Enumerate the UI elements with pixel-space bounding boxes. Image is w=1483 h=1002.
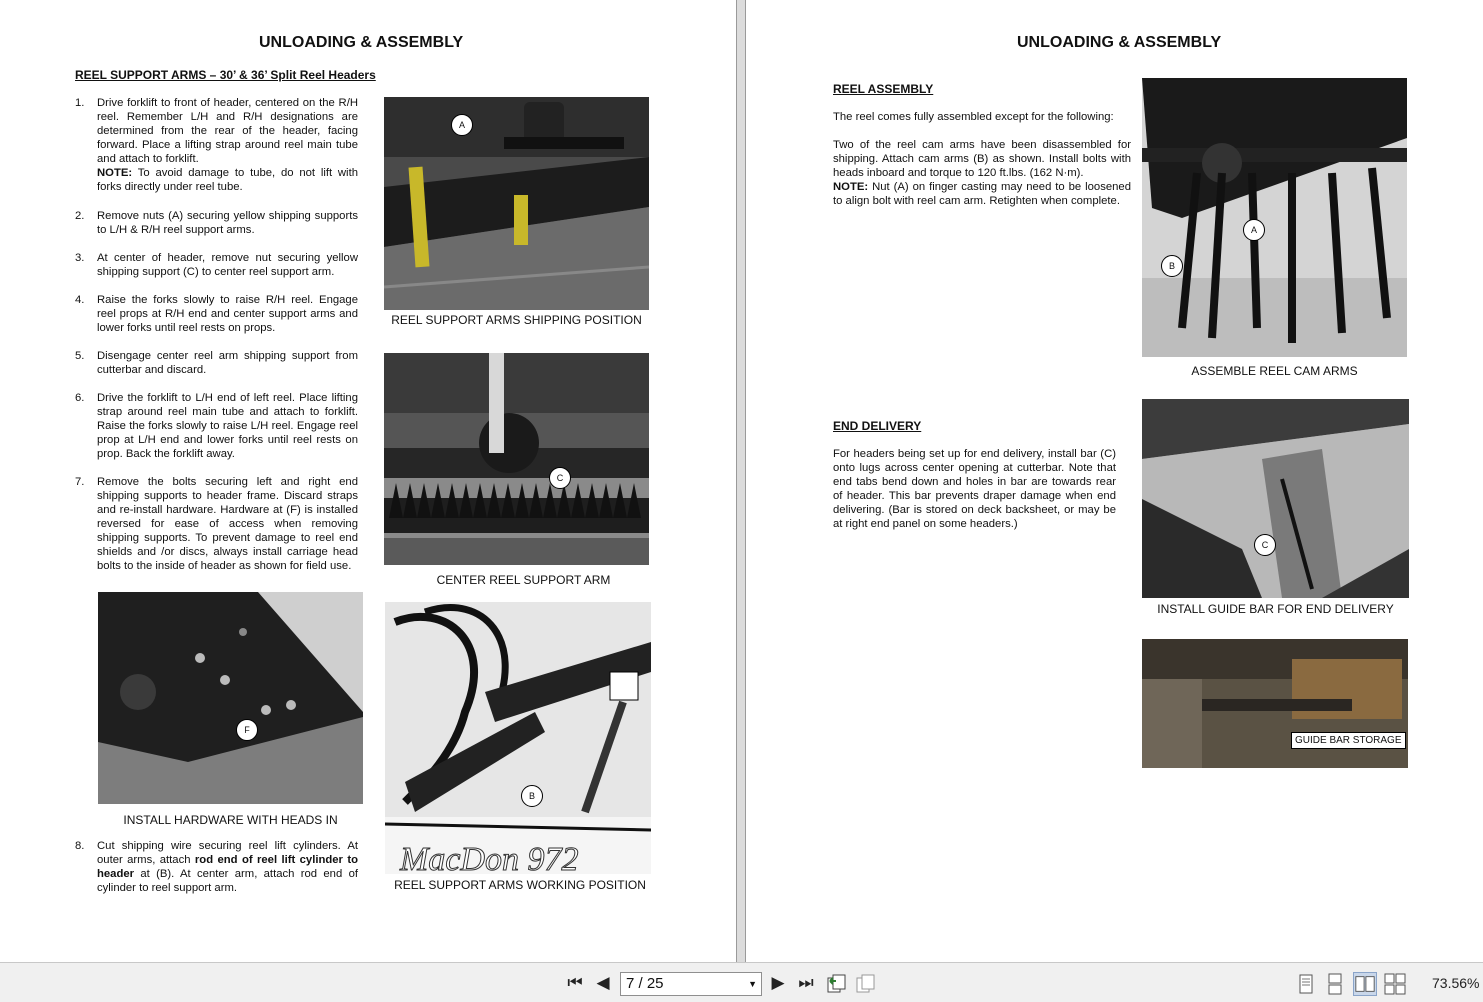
step-8-text-b: at (B). At center arm, attach rod end of cylinder to reel support arm. [97, 868, 358, 894]
zoom-level[interactable]: 73.56% [1432, 975, 1480, 991]
step-number: 4. [75, 294, 85, 306]
reel-body-text [833, 138, 1131, 208]
callout-b: B [521, 785, 543, 807]
end-delivery-text: For headers being set up for end delivery, install bar (C) onto lugs across center opening at cutterbar. Note that end tabs bend down and holes in bar are towards rear of header. This bar prevents draper damage when end delivering. (Bar is stored on deck backsheet, or may be at right end panel on some headers.) [833, 448, 1116, 530]
two-page-continuous-icon[interactable] [1383, 972, 1407, 996]
single-page-view-icon[interactable] [1294, 972, 1318, 996]
last-page-icon[interactable]: ⏭ [798, 973, 814, 992]
callout-a: A [1243, 219, 1265, 241]
photo-guide-bar-art [1142, 399, 1409, 598]
callout-f: F [236, 719, 258, 741]
reel-intro-text: The reel comes fully assembled except for the following: [833, 111, 1114, 123]
photo-reel-cam-arms-art [1142, 78, 1407, 357]
photo-working-position-art [385, 602, 651, 874]
macdon-logo: MacDon 972 [400, 841, 579, 874]
note-label: NOTE: [97, 167, 133, 179]
viewer-toolbar [0, 962, 1483, 1002]
note-text: Nut (A) on finger casting may need to be loosened to align bolt with reel cam arm. Retighten when complete. [833, 181, 1131, 207]
step-8-text-a: Cut shipping wire securing reel lift cylinders. At outer arms, attach [97, 840, 358, 866]
step-text: Drive the forklift to L/H end of left reel. Place lifting strap around reel main tube and attach to forklift. Raise the forks slowly to raise L/H reel. Engage reel prop at L/H end and lower forks until reel rests on prop. Back the forklift away. [97, 392, 358, 460]
section-heading-reel-assembly: REEL ASSEMBLY [833, 82, 934, 96]
page-title-left: UNLOADING & ASSEMBLY [259, 34, 464, 51]
callout-a: A [451, 114, 473, 136]
chevron-down-icon[interactable]: ▼ [748, 979, 757, 989]
step-5 [75, 349, 358, 379]
step-3 [75, 251, 358, 281]
callout-c: C [1254, 534, 1276, 556]
step-number: 5. [75, 350, 85, 362]
step-number: 8. [75, 840, 85, 852]
section-heading-end-delivery: END DELIVERY [833, 419, 922, 433]
caption-center-reel-support-arm: CENTER REEL SUPPORT ARM [436, 573, 611, 587]
step-text: Raise the forks slowly to raise R/H reel. Engage reel props at R/H end and center support arms and lower forks until reel rests on props. [97, 294, 358, 334]
previous-view-icon[interactable] [824, 972, 848, 996]
step-number: 6. [75, 392, 85, 404]
step-text: Remove nuts (A) securing yellow shipping supports to L/H & R/H reel support arms. [97, 210, 358, 236]
step-number: 7. [75, 476, 85, 488]
left-page [0, 0, 736, 962]
caption-guide-bar: INSTALL GUIDE BAR FOR END DELIVERY [1157, 602, 1394, 616]
first-page-icon[interactable]: ⏮ [567, 973, 583, 992]
caption-reel-cam-arms: ASSEMBLE REEL CAM ARMS [1191, 364, 1358, 378]
callout-c: C [549, 467, 571, 489]
step-1 [75, 96, 358, 196]
step-8 [75, 839, 358, 897]
step-6 [75, 391, 358, 463]
photo-guide-bar [1142, 399, 1409, 598]
step-number: 1. [75, 97, 85, 109]
page-divider [736, 0, 746, 962]
reel-body: Two of the reel cam arms have been disassembled for shipping. Attach cam arms (B) as shown. Install bolts with heads inboard and torque to 120 ft.lbs. (162 N·m). [833, 139, 1131, 179]
continuous-view-icon[interactable] [1323, 972, 1347, 996]
callout-b: B [1161, 255, 1183, 277]
step-1-text: Drive forklift to front of header, centered on the R/H reel. Remember L/H and R/H designations are determined from the rear of the header, facing forward. Place a lifting strap around reel main tube and attach to forklift. [97, 97, 358, 165]
photo-shipping-position-art [384, 97, 649, 310]
previous-page-icon[interactable]: ◀ [596, 973, 610, 992]
page-number-value: 7 / 25 [626, 975, 664, 992]
step-7 [75, 475, 358, 589]
step-number: 3. [75, 252, 85, 264]
next-page-icon[interactable]: ▶ [771, 973, 785, 992]
page-title-right: UNLOADING & ASSEMBLY [1017, 34, 1222, 51]
step-text: Remove the bolts securing left and right end shipping supports to header frame. Discard straps and re-install hardware. Hardware at (F) is installed reversed for ease of access when removing shipping supports. To prevent damage to reel end shields and /or discs, always install carriage head bolts to the inside of header as shown for field use. [97, 476, 358, 572]
page-number-input[interactable] [620, 972, 762, 996]
photo-working-position [385, 602, 651, 874]
photo-guide-bar-storage [1142, 639, 1408, 768]
step-text [97, 839, 358, 895]
photo-center-reel-support-arm [384, 353, 649, 565]
step-text: Disengage center reel arm shipping support from cutterbar and discard. [97, 350, 358, 376]
step-number: 2. [75, 210, 85, 222]
caption-install-hardware: INSTALL HARDWARE WITH HEADS IN [123, 813, 338, 827]
step-text: At center of header, remove nut securing yellow shipping support (C) to center reel support arm. [97, 252, 358, 278]
guide-bar-storage-label: GUIDE BAR STORAGE [1291, 732, 1406, 749]
right-page [746, 0, 1483, 962]
step-8-bold: rod end of reel lift cylinder to header [97, 854, 358, 880]
step-2 [75, 209, 358, 239]
caption-shipping-position: REEL SUPPORT ARMS SHIPPING POSITION [391, 313, 642, 327]
two-page-view-icon[interactable] [1353, 972, 1377, 996]
note-label: NOTE: [833, 181, 869, 193]
photo-center-reel-support-arm-art [384, 353, 649, 565]
photo-install-hardware-art [98, 592, 363, 804]
step-4 [75, 293, 358, 337]
note-text: To avoid damage to tube, do not lift with forks directly under reel tube. [97, 167, 358, 193]
section-heading-reel-support-arms: REEL SUPPORT ARMS – 30’ & 36’ Split Reel Headers [75, 68, 376, 82]
photo-shipping-position [384, 97, 649, 310]
step-text [97, 96, 358, 194]
caption-working-position: REEL SUPPORT ARMS WORKING POSITION [394, 878, 646, 892]
photo-reel-cam-arms [1142, 78, 1407, 357]
next-view-icon[interactable] [853, 972, 877, 996]
photo-install-hardware [98, 592, 363, 804]
